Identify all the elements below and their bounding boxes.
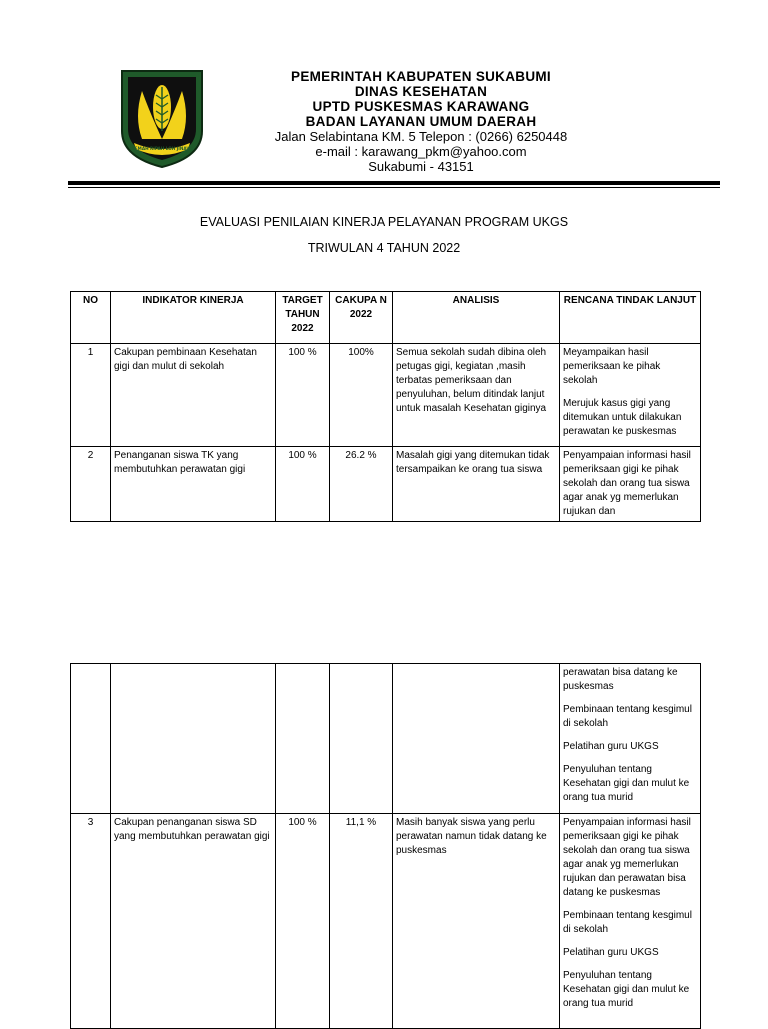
row-rencana bbox=[560, 344, 701, 447]
unit-name: UPTD PUSKESMAS KARAWANG bbox=[312, 99, 530, 114]
row-rencana bbox=[560, 447, 701, 522]
plan-item: Penyampaian informasi hasil pemeriksaan gigi ke pihak sekolah dan orang tua siswa agar anak yg memerlukan rujukan dan bbox=[563, 450, 691, 517]
plan-item: Pelatihan guru UKGS bbox=[563, 947, 659, 958]
gov-name: PEMERINTAH KABUPATEN SUKABUMI bbox=[291, 69, 551, 84]
plan-item: Penyampaian informasi hasil pemeriksaan gigi ke pihak sekolah dan orang tua siswa agar anak yg memerlukan rujukan dan perawatan bisa datang ke puskesmas bbox=[563, 817, 691, 898]
agency-type: BADAN LAYANAN UMUM DAERAH bbox=[305, 114, 537, 129]
row-analisis bbox=[393, 664, 560, 814]
row-rencana bbox=[560, 814, 701, 1029]
header-target: TARGET TAHUN 2022 bbox=[276, 292, 330, 344]
plan-item: perawatan bisa datang ke puskesmas bbox=[563, 667, 678, 692]
evaluation-table-part-2 bbox=[70, 663, 701, 1029]
row-no: 1 bbox=[71, 344, 111, 447]
row-cakupan: 100% bbox=[330, 344, 393, 447]
header-rencana: RENCANA TINDAK LANJUT bbox=[560, 292, 701, 344]
evaluation-table-part-1 bbox=[70, 291, 701, 522]
plan-item: Meyampaikan hasil pemeriksaan ke pihak sekolah bbox=[563, 347, 661, 386]
email: e-mail : karawang_pkm@yahoo.com bbox=[315, 144, 527, 159]
row-indikator: Cakupan pembinaan Kesehatan gigi dan mulut di sekolah bbox=[111, 344, 276, 447]
city-postcode: Sukabumi - 43151 bbox=[368, 159, 474, 174]
row-analisis: Masih banyak siswa yang perlu perawatan namun tidak datang ke puskesmas bbox=[393, 814, 560, 1029]
row-no: 2 bbox=[71, 447, 111, 522]
plan-item: Penyuluhan tentang Kesehatan gigi dan mulut ke orang tua murid bbox=[563, 970, 690, 1009]
logo-motto: GEMAH RIPAH LOH JINAWI bbox=[131, 146, 193, 151]
row-indikator: Cakupan penanganan siswa SD yang membutuhkan perawatan gigi bbox=[111, 814, 276, 1029]
row-analisis: Semua sekolah sudah dibina oleh petugas gigi, kegiatan ,masih terbatas pemeriksaan dan penyuluhan, belum ditindak lanjut untuk masalah Kesehatan giginya bbox=[393, 344, 560, 447]
row-target: 100 % bbox=[276, 344, 330, 447]
header-indikator: INDIKATOR KINERJA bbox=[111, 292, 276, 344]
letterhead-rule-thin bbox=[68, 187, 720, 188]
table-row bbox=[71, 664, 701, 814]
document-title: EVALUASI PENILAIAN KINERJA PELAYANAN PROGRAM UKGS bbox=[199, 215, 569, 229]
address: Jalan Selabintana KM. 5 Telepon : (0266) 6250448 bbox=[274, 129, 568, 144]
row-cakupan bbox=[330, 664, 393, 814]
header-analisis: ANALISIS bbox=[393, 292, 560, 344]
table-row bbox=[71, 814, 701, 1029]
row-target bbox=[276, 664, 330, 814]
kabupaten-sukabumi-logo bbox=[120, 69, 204, 169]
plan-item: Pembinaan tentang kesgimul di sekolah bbox=[563, 910, 692, 935]
row-cakupan: 11,1 % bbox=[330, 814, 393, 1029]
row-indikator: Penanganan siswa TK yang membutuhkan perawatan gigi bbox=[111, 447, 276, 522]
row-no: 3 bbox=[71, 814, 111, 1029]
plan-item: Merujuk kasus gigi yang ditemukan untuk dilakukan perawatan ke puskesmas bbox=[563, 398, 682, 437]
row-indikator bbox=[111, 664, 276, 814]
header-no: NO bbox=[71, 292, 111, 344]
row-analisis: Masalah gigi yang ditemukan tidak tersampaikan ke orang tua siswa bbox=[393, 447, 560, 522]
plan-item: Pembinaan tentang kesgimul di sekolah bbox=[563, 704, 692, 729]
dept-name: DINAS KESEHATAN bbox=[354, 84, 488, 99]
letterhead bbox=[230, 69, 612, 174]
row-rencana bbox=[560, 664, 701, 814]
table-row bbox=[71, 344, 701, 447]
row-cakupan: 26.2 % bbox=[330, 447, 393, 522]
row-target: 100 % bbox=[276, 814, 330, 1029]
plan-item: Pelatihan guru UKGS bbox=[563, 741, 659, 752]
row-no bbox=[71, 664, 111, 814]
row-target: 100 % bbox=[276, 447, 330, 522]
document-subtitle: TRIWULAN 4 TAHUN 2022 bbox=[307, 241, 461, 255]
table-header-row bbox=[71, 292, 701, 344]
table-row bbox=[71, 447, 701, 522]
letterhead-rule-thick bbox=[68, 181, 720, 185]
plan-item: Penyuluhan tentang Kesehatan gigi dan mulut ke orang tua murid bbox=[563, 764, 690, 803]
header-cakupan: CAKUPA N 2022 bbox=[330, 292, 393, 344]
